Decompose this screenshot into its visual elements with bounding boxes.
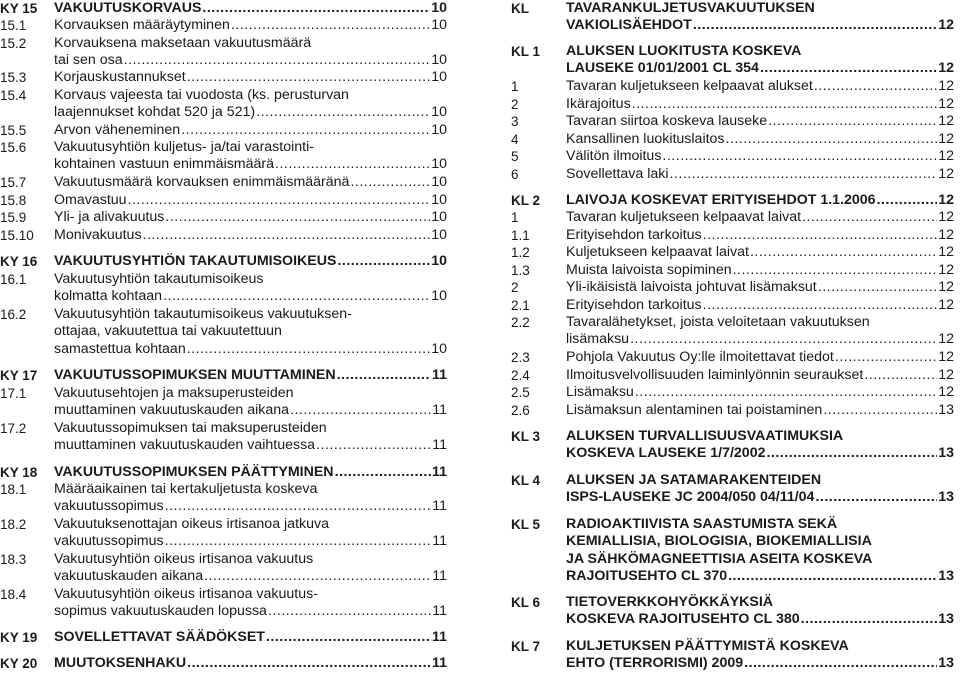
toc-page-number: 10 <box>431 104 447 121</box>
toc-page-number: 12 <box>938 349 954 365</box>
toc-page-number: 10 <box>431 209 447 225</box>
toc-entry-number: KL 5 <box>511 517 541 532</box>
toc-entry-title: vakuutuskauden aikana <box>54 568 204 585</box>
toc-page-number: 12 <box>938 367 954 383</box>
toc-page-number: 10 <box>431 122 447 138</box>
toc-entry-number: 1.3 <box>511 263 530 278</box>
toc-entry-title: VAKUUTUSKORVAUS <box>54 0 202 16</box>
toc-page-number: 12 <box>938 384 954 400</box>
toc-entry-number: 16.2 <box>0 307 27 322</box>
toc-entry-number: 17.2 <box>0 421 27 436</box>
toc-entry-title: Erityisehdon tarkoitus <box>566 297 702 313</box>
dot-leader <box>877 192 938 209</box>
toc-entry-number: 15.2 <box>0 36 27 51</box>
dot-leader <box>801 611 938 628</box>
toc-page-number: 10 <box>431 69 447 85</box>
dot-leader <box>818 279 937 296</box>
toc-entry-title: samastettua kohtaan <box>54 340 186 357</box>
dot-leader <box>337 253 430 270</box>
toc-entry-number: 5 <box>511 149 519 164</box>
toc-entry-number: 2.4 <box>511 368 530 383</box>
toc-entry-title: Korjauskustannukset <box>54 69 186 85</box>
toc-entry-title: Korvauksena maksetaan vakuutusmäärä <box>54 35 312 51</box>
toc-page-number: 11 <box>432 533 447 550</box>
toc-entry-title: Lisämaksun alentaminen tai poistaminen <box>566 402 823 418</box>
toc-page-number: 11 <box>432 498 447 515</box>
toc-entry-title: muuttaminen vakuutuskauden aikana <box>54 402 290 419</box>
toc-entry-title: Kuljetukseen kelpaavat laivat <box>566 244 749 260</box>
dot-leader <box>632 96 938 113</box>
toc-entry-title: VAKIOLISÄEHDOT <box>566 17 692 34</box>
toc-entry-title: vakuutussopimus <box>54 533 164 550</box>
toc-entry-title: EHTO (TERRORISMI) 2009 <box>566 655 744 672</box>
toc-entry-number: 18.3 <box>0 552 27 567</box>
toc-page-number: 11 <box>432 402 447 419</box>
toc-entry-title: Korvauksen määräytyminen <box>54 17 230 33</box>
dot-leader <box>733 262 938 279</box>
dot-leader <box>766 445 937 462</box>
dot-leader <box>165 533 432 550</box>
toc-entry-title: KULJETUKSEN PÄÄTTYMISTÄ KOSKEVA <box>566 638 849 654</box>
toc-page-number: 12 <box>938 227 954 243</box>
toc-entry-number: KL 2 <box>511 193 541 208</box>
toc-entry-title: JA SÄHKÖMAGNEETTISIA ASEITA KOSKEVA <box>566 550 873 567</box>
dot-leader <box>693 17 937 34</box>
toc-entry-title: Pohjola Vakuutus Oy:lle ilmoitettavat tiedot <box>566 349 834 365</box>
toc-entry-number: 2.6 <box>511 403 530 418</box>
toc-page-number: 13 <box>938 445 954 462</box>
dot-leader <box>316 437 431 454</box>
toc-entry-title: Vakuutusyhtiön oikeus irtisanoa vakuutus <box>54 551 314 567</box>
dot-leader <box>728 568 937 585</box>
dot-leader <box>165 209 430 226</box>
dot-leader <box>290 402 431 419</box>
toc-entry-number: 1 <box>511 79 519 94</box>
toc-entry-title: Vakuutusehtojen ja maksuperusteiden <box>54 385 294 401</box>
dot-leader <box>864 367 937 384</box>
toc-entry-title: Monivakuutus <box>54 227 142 243</box>
toc-entry-number: 2.3 <box>511 350 530 365</box>
dot-leader <box>187 69 431 86</box>
toc-page-number: 11 <box>432 568 447 585</box>
toc-entry-title: Yli-ikäisistä laivoista johtuvat lisämaksut <box>566 279 817 295</box>
toc-entry-number: 1 <box>511 210 519 225</box>
toc-entry-title: kolmatta kohtaan <box>54 288 163 305</box>
toc-entry-title: Lisämaksu <box>566 384 634 400</box>
toc-entry-number: 1.2 <box>511 245 530 260</box>
toc-entry-number: KY 15 <box>0 1 38 16</box>
toc-entry-title: Määräaikainen tai kertakuljetusta koskeva <box>54 481 318 497</box>
toc-entry-number: 3 <box>511 114 519 129</box>
toc-entry-title: VAKUUTUSSOPIMUKSEN MUUTTAMINEN <box>54 367 336 383</box>
toc-entry-number: 15.5 <box>0 123 27 138</box>
toc-entry-title: Vakuutusyhtiön takautumisoikeus <box>54 271 264 287</box>
toc-entry-title: Vakuutusyhtiön oikeus irtisanoa vakuutus- <box>54 586 318 602</box>
toc-entry-number: 15.4 <box>0 88 27 103</box>
toc-page-number: 12 <box>938 297 954 313</box>
dot-leader <box>335 464 431 481</box>
dot-leader <box>165 498 432 515</box>
toc-page-number: 12 <box>938 113 954 129</box>
toc-page-number: 12 <box>938 279 954 295</box>
dot-leader <box>750 244 937 261</box>
toc-entry-title: KOSKEVA RAJOITUSEHTO CL 380 <box>566 611 800 628</box>
toc-entry-title: sopimus vakuutuskauden lopussa <box>54 603 267 620</box>
dot-leader <box>163 288 430 305</box>
toc-page-number: 12 <box>938 192 954 208</box>
toc-entry-number: 15.1 <box>0 18 27 33</box>
dot-leader <box>275 156 430 173</box>
dot-leader <box>662 148 937 165</box>
toc-page-number: 10 <box>431 156 447 173</box>
toc-page-number: 10 <box>431 0 447 16</box>
toc-page-number: 12 <box>938 96 954 112</box>
toc-entry-title: Omavastuu <box>54 192 127 208</box>
toc-entry-title: Tavaran kuljetukseen kelpaavat laivat <box>566 209 802 225</box>
toc-entry-number: 2 <box>511 280 519 295</box>
toc-entry-number: 18.4 <box>0 587 27 602</box>
toc-entry-title: Vakuutusyhtiön takautumisoikeus vakuutuksen- <box>54 306 352 322</box>
dot-leader <box>670 166 938 183</box>
dot-leader <box>350 174 430 191</box>
toc-entry-number: KY 20 <box>0 656 38 671</box>
toc-entry-title: ISPS-LAUSEKE JC 2004/050 04/11/04 <box>566 489 815 506</box>
toc-entry-title: KOSKEVA LAUSEKE 1/7/2002 <box>566 445 766 462</box>
toc-page-number: 10 <box>431 174 447 190</box>
dot-leader <box>768 113 937 130</box>
dot-leader <box>124 52 431 69</box>
toc-page-number: 11 <box>432 655 447 671</box>
toc-page-number: 13 <box>938 655 954 672</box>
toc-entry-title: ALUKSEN TURVALLISUUSVAATIMUKSIA <box>566 428 844 444</box>
toc-entry-title: LAUSEKE 01/01/2001 CL 354 <box>566 60 759 77</box>
toc-entry-number: 4 <box>511 132 519 147</box>
toc-entry-title: tai sen osa <box>54 52 123 69</box>
toc-entry-title: Vakuutusmäärä korvauksen enimmäismääränä <box>54 174 350 190</box>
toc-entry-number: 15.9 <box>0 210 27 225</box>
toc-entry-title: KEMIALLISIA, BIOLOGISIA, BIOKEMIALLISIA <box>566 533 872 550</box>
toc-entry-title: ALUKSEN JA SATAMARAKENTEIDEN <box>566 472 822 488</box>
toc-page-number: 12 <box>938 148 954 164</box>
toc-entry-title: Ikärajoitus <box>566 96 631 112</box>
toc-entry-title: Korvaus vajeesta tai vuodosta (ks. perusturvan <box>54 87 349 103</box>
toc-page-number: 10 <box>431 288 447 305</box>
dot-leader <box>187 341 431 358</box>
dot-leader <box>266 629 431 646</box>
toc-entry-title: MUUTOKSENHAKU <box>54 655 187 671</box>
toc-entry-title: SOVELLETTAVAT SÄÄDÖKSET <box>54 629 265 645</box>
toc-page-number: 12 <box>938 262 954 278</box>
toc-page-number: 12 <box>938 131 954 147</box>
toc-page-number: 13 <box>938 489 954 506</box>
dot-leader <box>823 402 937 419</box>
toc-entry-number: 2 <box>511 97 519 112</box>
dot-leader <box>814 78 937 95</box>
dot-leader <box>744 655 937 672</box>
dot-leader <box>815 489 937 506</box>
toc-entry-number: KL 1 <box>511 44 541 59</box>
toc-entry-title: Tavaralähetykset, joista veloitetaan vakuutuksen <box>566 314 870 330</box>
toc-entry-number: 2.1 <box>511 298 530 313</box>
dot-leader <box>128 192 431 209</box>
toc-entry-title: Vakuutussopimuksen tai maksuperusteiden <box>54 420 327 436</box>
toc-entry-title: Tavaran kuljetukseen kelpaavat alukset <box>566 78 813 94</box>
toc-page-number: 11 <box>432 603 447 620</box>
toc-entry-title: laajennukset kohdat 520 ja 521) <box>54 104 256 121</box>
toc-entry-number: 18.2 <box>0 517 27 532</box>
toc-entry-title: Tavaran siirtoa koskeva lauseke <box>566 113 768 129</box>
dot-leader <box>256 104 430 121</box>
toc-entry-title: Vakuutusyhtiön kuljetus- ja/tai varastointi- <box>54 139 314 155</box>
toc-page-number: 10 <box>431 17 447 33</box>
dot-leader <box>835 349 937 366</box>
dot-leader <box>231 17 430 34</box>
toc-entry-title: Kansallinen luokituslaitos <box>566 131 725 147</box>
toc-page-number: 12 <box>938 78 954 94</box>
toc-entry-number: KL <box>511 1 529 16</box>
toc-entry-title: lisämaksu <box>566 331 630 348</box>
toc-entry-number: 6 <box>511 167 519 182</box>
toc-page-number: 11 <box>432 629 447 645</box>
dot-leader <box>802 209 937 226</box>
toc-entry-number: 15.3 <box>0 70 27 85</box>
toc-entry-title: Muista laivoista sopiminen <box>566 262 732 278</box>
toc-page-number: 13 <box>938 568 954 585</box>
toc-entry-title: Yli- ja alivakuutus <box>54 209 165 225</box>
toc-entry-title: RAJOITUSEHTO CL 370 <box>566 568 728 585</box>
toc-entry-title: Erityisehdon tarkoitus <box>566 227 702 243</box>
toc-entry-title: ALUKSEN LUOKITUSTA KOSKEVA <box>566 43 802 59</box>
toc-entry-number: 15.10 <box>0 228 34 243</box>
toc-page-number: 12 <box>938 17 954 34</box>
toc-entry-number: KL 7 <box>511 639 541 654</box>
toc-entry-number: 2.2 <box>511 315 530 330</box>
toc-entry-number: KL 4 <box>511 473 541 488</box>
toc-entry-title: LAIVOJA KOSKEVAT ERITYISEHDOT 1.1.2006 <box>566 192 876 208</box>
toc-entry-number: KL 3 <box>511 429 541 444</box>
toc-entry-number: KY 17 <box>0 368 38 383</box>
toc-entry-number: 18.1 <box>0 482 27 497</box>
dot-leader <box>760 60 937 77</box>
toc-entry-title: Sovellettava laki <box>566 166 669 182</box>
toc-entry-number: 15.8 <box>0 193 27 208</box>
dot-leader <box>202 0 430 17</box>
toc-page-number: 10 <box>431 227 447 243</box>
toc-page-number: 10 <box>431 192 447 208</box>
toc-entry-number: KY 19 <box>0 630 38 645</box>
toc-page-number: 12 <box>938 60 954 77</box>
toc-entry-number: 17.1 <box>0 386 27 401</box>
toc-page-number: 13 <box>938 611 954 628</box>
toc-entry-number: 15.7 <box>0 175 27 190</box>
toc-page-number: 11 <box>432 437 447 454</box>
dot-leader <box>703 227 938 244</box>
dot-leader <box>630 331 937 348</box>
dot-leader <box>726 131 938 148</box>
toc-entry-number: KL 6 <box>511 595 541 610</box>
toc-page-number: 12 <box>938 209 954 225</box>
toc-entry-number: KY 16 <box>0 254 38 269</box>
toc-page-number: 11 <box>432 367 447 383</box>
toc-entry-title: Arvon väheneminen <box>54 122 181 138</box>
toc-page-number: 12 <box>938 331 954 348</box>
dot-leader <box>635 384 937 401</box>
toc-entry-number: 15.6 <box>0 140 27 155</box>
toc-entry-title: muuttaminen vakuutuskauden vaihtuessa <box>54 437 316 454</box>
toc-entry-title: vakuutussopimus <box>54 498 164 515</box>
toc-entry-title: Vakuutuksenottajan oikeus irtisanoa jatkuva <box>54 516 329 532</box>
toc-page-number: 10 <box>431 253 447 269</box>
dot-leader <box>204 568 431 585</box>
toc-entry-number: 2.5 <box>511 385 530 400</box>
toc-page-number: 12 <box>938 166 954 182</box>
toc-entry-title: ottajaa, vakuutettua tai vakuutettuun <box>54 323 282 340</box>
toc-entry-title: VAKUUTUSYHTIÖN TAKAUTUMISOIKEUS <box>54 253 337 269</box>
toc-entry-number: KY 18 <box>0 465 38 480</box>
dot-leader <box>268 603 431 620</box>
dot-leader <box>703 297 938 314</box>
toc-page-number: 12 <box>938 244 954 260</box>
dot-leader <box>181 122 430 139</box>
toc-entry-title: kohtainen vastuun enimmäismäärä <box>54 156 275 173</box>
toc-entry-title: Välitön ilmoitus <box>566 148 662 164</box>
toc-page-number: 11 <box>432 464 447 480</box>
toc-entry-number: 1.1 <box>511 228 530 243</box>
toc-page-number: 10 <box>431 340 447 357</box>
dot-leader <box>143 227 431 244</box>
toc-page-number: 10 <box>431 52 447 69</box>
toc-entry-title: TAVARANKULJETUSVAKUUTUKSEN <box>566 0 815 16</box>
toc-page-number: 13 <box>938 402 954 418</box>
toc-entry-number: 16.1 <box>0 272 27 287</box>
dot-leader <box>337 367 431 384</box>
toc-entry-title: Ilmoitusvelvollisuuden laiminlyönnin seuraukset <box>566 367 864 383</box>
toc-entry-title: TIETOVERKKOHYÖKKÄYKSIÄ <box>566 594 774 610</box>
toc-entry-title: RADIOAKTIIVISTA SAASTUMISTA SEKÄ <box>566 516 838 532</box>
toc-entry-title: VAKUUTUSSOPIMUKSEN PÄÄTTYMINEN <box>54 464 334 480</box>
dot-leader <box>187 655 431 672</box>
